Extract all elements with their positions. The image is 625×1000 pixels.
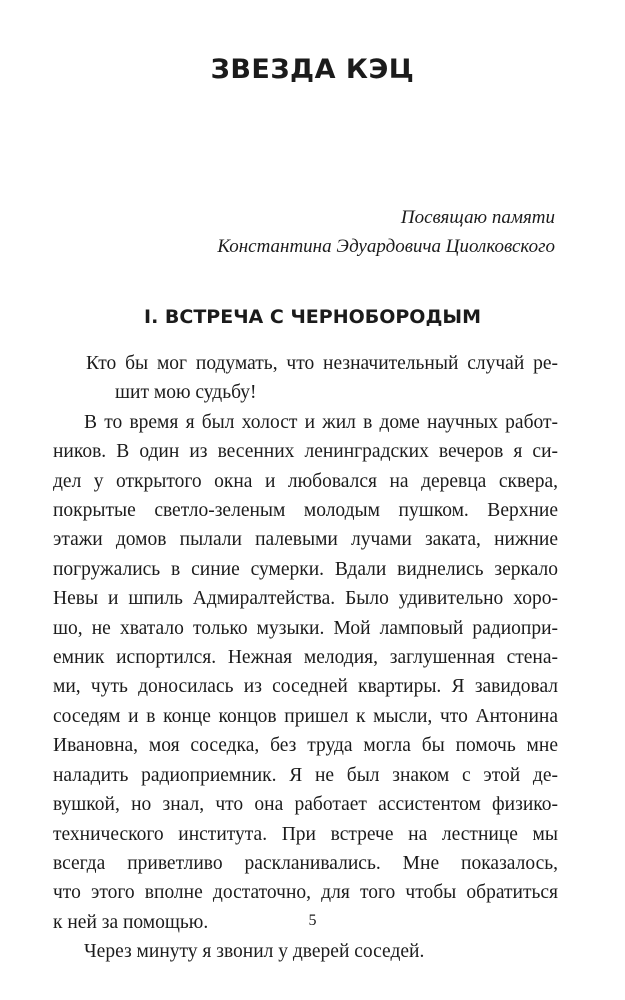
text-line: шит мою судьбу! <box>115 382 257 404</box>
paragraph <box>84 349 558 408</box>
text-line: соседям и в конце концов пришел к мысли, что Антонина <box>53 705 558 727</box>
text-line: вушкой, но знал, что она работает ассистентом физико- <box>53 794 558 816</box>
text-line: технического института. При встрече на лестнице мы <box>53 823 558 845</box>
chapter-title: I. ВСТРЕЧА С ЧЕРНОБОРОДЫМ <box>144 306 481 328</box>
text-line: ми, чуть доносилась из соседней квартиры. Я завидовал <box>53 676 558 698</box>
text-line: всегда приветливо раскланивались. Мне показалось, <box>53 852 558 874</box>
dedication-line: Посвящаю памяти <box>400 207 555 228</box>
text-line: шо, не хватало только музыки. Мой ламповый радиопри- <box>53 617 558 639</box>
text-line: погружались в синие сумерки. Вдали виднелись зеркало <box>53 558 558 580</box>
text-line: емник испортился. Нежная мелодия, заглушенная стена- <box>53 647 558 669</box>
text-line: этажи домов пылали палевыми лучами заката, нижние <box>53 529 558 551</box>
text-line: что этого вполне достаточно, для того чтобы обратиться <box>53 882 558 904</box>
book-title: ЗВЕЗДА КЭЦ <box>210 54 415 85</box>
dedication <box>217 203 555 261</box>
paragraph <box>84 937 558 966</box>
text-line: наладить радиоприемник. Я не был знаком с этой де- <box>53 764 558 786</box>
text-line: Ивановна, моя соседка, без труда могла бы помочь мне <box>53 735 558 757</box>
body-text <box>53 349 558 967</box>
paragraph <box>53 408 558 937</box>
text-line: к ней за помощью. <box>53 911 209 933</box>
page-number: 5 <box>308 912 317 929</box>
text-line: Кто бы мог подумать, что незначительный случай ре- <box>86 353 558 374</box>
text-line: Невы и шпиль Адмиралтейства. Было удивительно хоро- <box>53 588 558 610</box>
text-line: покрытые светло-зеленым молодым пушком. Верхние <box>53 500 558 522</box>
text-line: ников. В один из весенних ленинградских вечеров я си- <box>53 441 558 463</box>
text-line: дел у открытого окна и любовался на деревца сквера, <box>53 470 558 492</box>
text-line: Через минуту я звонил у дверей соседей. <box>84 941 425 963</box>
dedication-line: Константина Эдуардовича Циолковского <box>217 236 555 257</box>
text-line: В то время я был холост и жил в доме научных работ- <box>84 411 558 433</box>
